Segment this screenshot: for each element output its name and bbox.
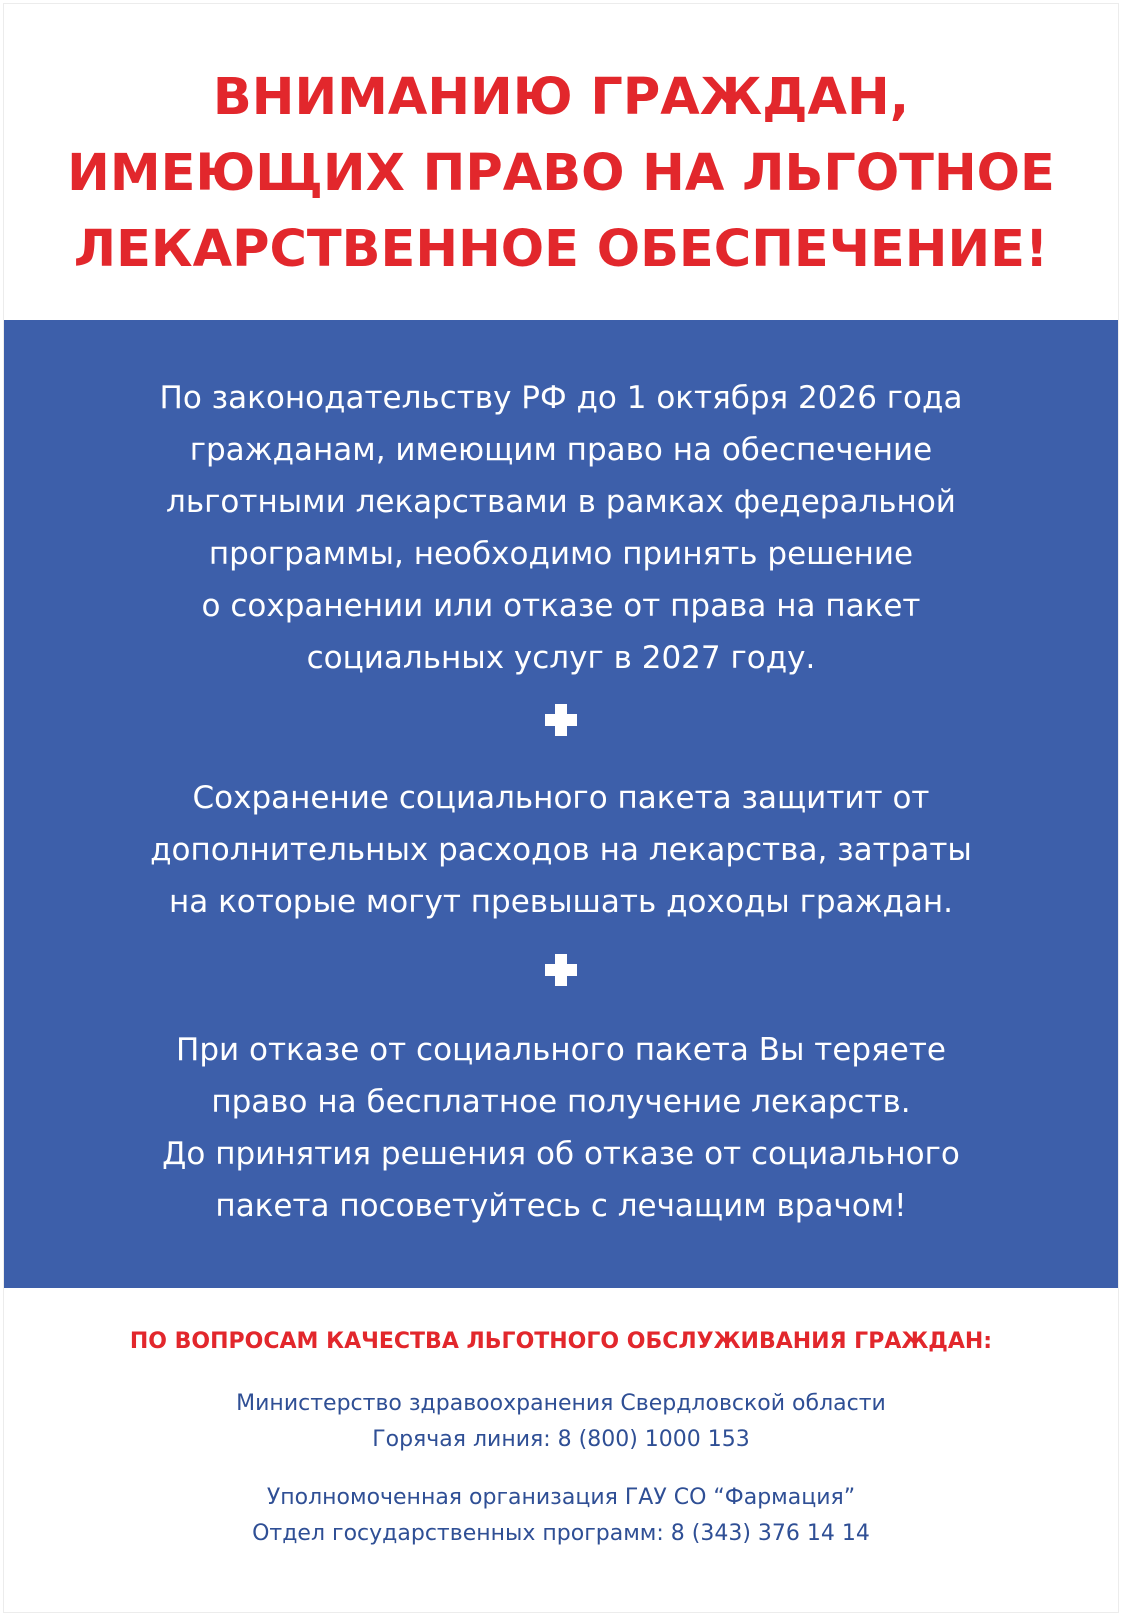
info-paragraph-warning (4, 1024, 1118, 1232)
header-title-line: ИМЕЮЩИХ ПРАВО НА ЛЬГОТНОЕ (67, 144, 1055, 203)
contact-phone: Горячая линия: 8 (800) 1000 153 (372, 1427, 750, 1452)
paragraph-line: льготными лекарствами в рамках федеральной (166, 484, 956, 520)
contacts-heading: ПО ВОПРОСАМ КАЧЕСТВА ЛЬГОТНОГО ОБСЛУЖИВАНИЯ ГРАЖДАН: (129, 1329, 993, 1354)
paragraph-line: социальных услуг в 2027 году. (306, 640, 816, 676)
paragraph-line: До принятия решения об отказе от социального (162, 1136, 960, 1172)
paragraph-line: пакета посоветуйтесь с лечащим врачом! (215, 1188, 907, 1224)
paragraph-line: дополнительных расходов на лекарства, затраты (150, 832, 972, 868)
paragraph-line: программы, необходимо принять решение (208, 536, 914, 572)
contact-block-pharmacy (4, 1480, 1118, 1552)
paragraph-line: о сохранении или отказе от права на пакет (201, 588, 921, 624)
info-paragraph-deadline (4, 372, 1118, 684)
notice-poster (4, 4, 1118, 1612)
contact-block-ministry (4, 1386, 1118, 1458)
paragraph-line: гражданам, имеющим право на обеспечение (189, 432, 933, 468)
paragraph-line: право на бесплатное получение лекарств. (211, 1084, 911, 1120)
paragraph-line: на которые могут превышать доходы граждан. (168, 884, 954, 920)
notice-header (4, 60, 1118, 288)
header-title-line: ЛЕКАРСТВЕННОЕ ОБЕСПЕЧЕНИЕ! (73, 220, 1049, 279)
paragraph-line: По законодательству РФ до 1 октября 2026 года (159, 380, 963, 416)
contact-organization: Министерство здравоохранения Свердловской области (236, 1391, 886, 1416)
header-title-line: ВНИМАНИЮ ГРАЖДАН, (212, 68, 910, 127)
contact-phone: Отдел государственных программ: 8 (343) 376 14 14 (252, 1521, 870, 1546)
medical-cross-icon (543, 702, 579, 738)
info-paragraph-benefit (4, 772, 1118, 928)
medical-cross-icon (543, 952, 579, 988)
contacts-footer (4, 1322, 1118, 1552)
paragraph-line: Сохранение социального пакета защитит от (192, 780, 930, 816)
paragraph-line: При отказе от социального пакета Вы теряете (176, 1032, 946, 1068)
info-panel (4, 320, 1118, 1288)
contact-organization: Уполномоченная организация ГАУ СО “Фармация” (266, 1485, 856, 1510)
